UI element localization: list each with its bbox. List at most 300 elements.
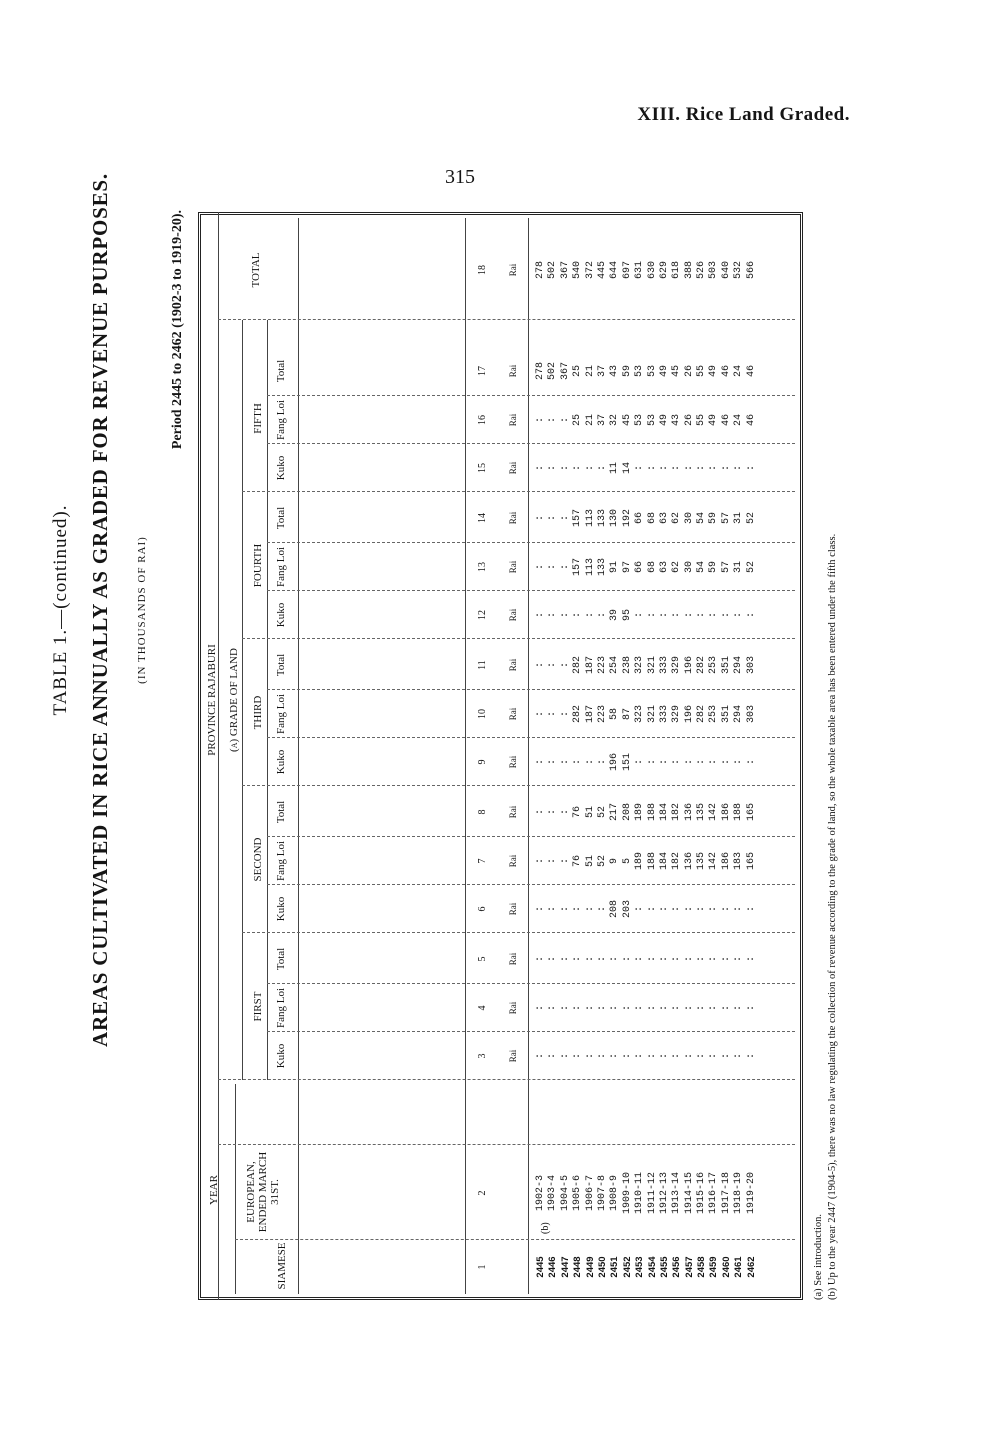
- table-cell: 142: [708, 803, 720, 822]
- table-cell: 51: [584, 855, 596, 868]
- table-cell: :: [720, 906, 732, 913]
- table-cell: :: [745, 906, 757, 913]
- table-cell: :: [658, 956, 670, 963]
- total-caption: TOTAL: [250, 252, 262, 288]
- table-cell: :: [584, 1005, 596, 1012]
- table-cell: :: [745, 759, 757, 766]
- footnote-mark-b: (b): [540, 1222, 551, 1234]
- table-cell: :: [733, 759, 745, 766]
- table-cell: 223: [596, 705, 608, 724]
- subcol-header: Fang Loi: [275, 840, 287, 882]
- table-cell: 697: [621, 261, 633, 280]
- table-cell: :: [671, 759, 683, 766]
- table-cell: :: [535, 1005, 546, 1012]
- table-cell: :: [683, 1005, 695, 1012]
- table-cell: 323: [634, 656, 646, 675]
- table-cell: :: [696, 956, 708, 963]
- table-cell: 59: [708, 512, 720, 525]
- table-cell: 136: [683, 852, 695, 871]
- table-cell: 133: [596, 509, 608, 528]
- table-cell: :: [559, 906, 571, 913]
- column-number: 3: [477, 1053, 488, 1059]
- table-cell: 2452: [621, 1256, 633, 1278]
- table-column: [535, 247, 758, 293]
- subcol-header: Kuko: [275, 1043, 287, 1069]
- table-cell: 1904-5: [559, 1175, 571, 1212]
- subcol-header: Fang Loi: [275, 399, 287, 441]
- table-cell: :: [559, 662, 571, 669]
- table-cell: 223: [596, 656, 608, 675]
- table-cell: 45: [671, 365, 683, 378]
- table-cell: 2459: [708, 1256, 720, 1278]
- grade-caption: (a) GRADE OF LAND: [228, 648, 240, 752]
- table-cell: :: [696, 612, 708, 619]
- table-cell: :: [547, 465, 559, 472]
- table-cell: :: [733, 612, 745, 619]
- table-cell: 2461: [733, 1256, 745, 1278]
- table-cell: 43: [609, 365, 621, 378]
- subcol-header: Kuko: [275, 749, 287, 775]
- table-cell: 52: [596, 855, 608, 868]
- table-cell: 87: [621, 708, 633, 721]
- table-cell: :: [683, 956, 695, 963]
- table-cell: 2455: [658, 1256, 670, 1278]
- table-cell: :: [720, 1005, 732, 1012]
- table-cell: :: [621, 1053, 633, 1060]
- table-cell: :: [621, 956, 633, 963]
- table-cell: 53: [646, 365, 658, 378]
- col-sep: [235, 1239, 795, 1240]
- table-cell: :: [547, 711, 559, 718]
- table-cell: 1902-3: [535, 1175, 546, 1212]
- table-cell: 1903-4: [547, 1175, 559, 1212]
- column-number: 5: [477, 956, 488, 962]
- table-cell: :: [584, 465, 596, 472]
- table-column: [535, 544, 758, 590]
- table-cell: 278: [535, 261, 546, 280]
- table-cell: 1910-11: [634, 1172, 646, 1215]
- table-column: [535, 1170, 758, 1216]
- table-cell: 208: [621, 803, 633, 822]
- table-cell: 14: [621, 462, 633, 475]
- table-cell: 188: [646, 852, 658, 871]
- table-cell: 57: [720, 512, 732, 525]
- table-cell: :: [671, 1005, 683, 1012]
- group-rule: [267, 320, 268, 1080]
- table-cell: :: [559, 564, 571, 571]
- unit-label: Rai: [508, 755, 518, 769]
- table-cell: :: [671, 612, 683, 619]
- table-cell: 2462: [745, 1256, 757, 1278]
- table-cell: 49: [708, 365, 720, 378]
- table-cell: :: [572, 956, 584, 963]
- table-cell: :: [572, 1005, 584, 1012]
- section-header: XIII. Rice Land Graded.: [637, 104, 850, 125]
- table-cell: 53: [634, 365, 646, 378]
- table-cell: 282: [572, 705, 584, 724]
- table-cell: 526: [696, 261, 708, 280]
- table-cell: :: [646, 956, 658, 963]
- table-cell: 333: [658, 705, 670, 724]
- table-column: [535, 1033, 758, 1079]
- european-label: EUROPEAN, ENDED MARCH 31ST.: [245, 1151, 281, 1233]
- table-cell: 217: [609, 803, 621, 822]
- table-cell: :: [559, 759, 571, 766]
- table-cell: :: [696, 1053, 708, 1060]
- table-cell: :: [683, 465, 695, 472]
- table-cell: 24: [733, 365, 745, 378]
- table-cell: :: [547, 1053, 559, 1060]
- table-cell: :: [745, 1053, 757, 1060]
- rotated-table-sheet: [30, 130, 900, 1330]
- table-cell: 1907-8: [596, 1175, 608, 1212]
- table-cell: :: [609, 1053, 621, 1060]
- column-number: 8: [477, 809, 488, 815]
- subcol-header: Total: [275, 947, 287, 971]
- table-cell: 1905-6: [572, 1175, 584, 1212]
- table-cell: 37: [596, 414, 608, 427]
- table-column: [535, 445, 758, 491]
- group-fifth: FIFTH: [252, 403, 264, 434]
- table-cell: 46: [720, 365, 732, 378]
- table-cell: 21: [584, 414, 596, 427]
- subcol-header: Kuko: [275, 455, 287, 481]
- province-name: PROVINCE RAJABURI: [206, 644, 218, 756]
- colnum-rule: [465, 218, 466, 1294]
- column-number: 9: [477, 759, 488, 765]
- table-cell: :: [547, 759, 559, 766]
- table-units: (IN THOUSANDS OF RAI): [136, 536, 148, 684]
- table-cell: :: [559, 465, 571, 472]
- subcol-header: Total: [275, 653, 287, 677]
- table-cell: 97: [621, 561, 633, 574]
- table-cell: :: [646, 906, 658, 913]
- table-cell: 187: [584, 656, 596, 675]
- table-column: [535, 936, 758, 982]
- table-cell: 1917-18: [720, 1172, 732, 1215]
- table-subtitle: AREAS CULTIVATED IN RICE ANNUALLY AS GRADED FOR REVENUE PURPOSES.: [88, 173, 112, 1047]
- table-cell: 45: [621, 414, 633, 427]
- table-cell: :: [671, 1053, 683, 1060]
- table-cell: 631: [634, 261, 646, 280]
- table-cell: 30: [683, 561, 695, 574]
- subcol-header: Fang Loi: [275, 693, 287, 735]
- table-cell: :: [634, 956, 646, 963]
- col-sep: [267, 983, 795, 984]
- table-cell: :: [683, 759, 695, 766]
- table-cell: :: [535, 564, 546, 571]
- table-cell: 329: [671, 656, 683, 675]
- table-column: [535, 739, 758, 785]
- table-cell: 253: [708, 656, 720, 675]
- table-column: [535, 838, 758, 884]
- table-cell: 321: [646, 656, 658, 675]
- table-cell: 1919-20: [745, 1172, 757, 1215]
- group-fourth: FOURTH: [252, 543, 264, 588]
- table-cell: 1906-7: [584, 1175, 596, 1212]
- table-cell: 136: [683, 803, 695, 822]
- footnote-a: (a) See introduction.: [813, 1213, 824, 1300]
- table-cell: :: [646, 1053, 658, 1060]
- table-cell: 566: [745, 261, 757, 280]
- table-cell: 5: [621, 858, 633, 865]
- table-cell: 196: [683, 656, 695, 675]
- table-cell: :: [559, 809, 571, 816]
- siamese-label: SIAMESE: [276, 1242, 288, 1290]
- column-number: 10: [477, 709, 488, 719]
- table-cell: 135: [696, 803, 708, 822]
- table-cell: 282: [572, 656, 584, 675]
- unit-label: Rai: [508, 461, 518, 475]
- table-cell: 59: [621, 365, 633, 378]
- table-cell: :: [683, 906, 695, 913]
- table-cell: 1915-16: [696, 1172, 708, 1215]
- table-cell: 630: [646, 261, 658, 280]
- table-cell: 238: [621, 656, 633, 675]
- table-cell: 189: [634, 803, 646, 822]
- table-cell: 49: [658, 414, 670, 427]
- table-cell: :: [572, 465, 584, 472]
- table-cell: 49: [658, 365, 670, 378]
- table-cell: :: [658, 465, 670, 472]
- table-cell: :: [696, 759, 708, 766]
- table-cell: :: [535, 612, 546, 619]
- table-cell: 388: [683, 261, 695, 280]
- col-sep: [267, 689, 795, 690]
- table-cell: :: [572, 759, 584, 766]
- table-cell: 59: [708, 561, 720, 574]
- subcol-header: Total: [275, 506, 287, 530]
- table-cell: 9: [609, 858, 621, 865]
- table-cell: 52: [596, 806, 608, 819]
- table-cell: 540: [572, 261, 584, 280]
- col-sep: [267, 443, 795, 444]
- table-cell: 49: [708, 414, 720, 427]
- table-cell: 184: [658, 852, 670, 871]
- table-cell: :: [584, 759, 596, 766]
- table-cell: 351: [720, 656, 732, 675]
- column-number: 17: [477, 366, 488, 376]
- table-cell: 351: [720, 705, 732, 724]
- table-cell: 2449: [584, 1256, 596, 1278]
- table-cell: :: [535, 858, 546, 865]
- table-cell: :: [683, 1053, 695, 1060]
- year-caption: YEAR: [208, 1175, 220, 1205]
- table-cell: :: [708, 465, 720, 472]
- subcol-header: Fang Loi: [275, 546, 287, 588]
- subcol-header: Total: [275, 359, 287, 383]
- table-column: [535, 691, 758, 737]
- table-cell: :: [596, 1005, 608, 1012]
- table-cell: :: [547, 417, 559, 424]
- table-cell: :: [547, 662, 559, 669]
- table-cell: 68: [646, 512, 658, 525]
- table-cell: :: [745, 1005, 757, 1012]
- table-cell: 303: [745, 705, 757, 724]
- table-cell: :: [634, 1053, 646, 1060]
- col-sep: [267, 1031, 795, 1032]
- table-cell: 165: [745, 852, 757, 871]
- table-cell: 26: [683, 414, 695, 427]
- table-cell: 188: [646, 803, 658, 822]
- table-cell: :: [547, 809, 559, 816]
- table-cell: :: [559, 417, 571, 424]
- table-cell: 26: [683, 365, 695, 378]
- table-cell: :: [646, 1005, 658, 1012]
- table-cell: 282: [696, 656, 708, 675]
- table-cell: :: [535, 906, 546, 913]
- table-cell: :: [708, 1053, 720, 1060]
- table-cell: 184: [658, 803, 670, 822]
- table-cell: 62: [671, 512, 683, 525]
- table-column: [535, 592, 758, 638]
- table-cell: 186: [720, 803, 732, 822]
- table-cell: 55: [696, 414, 708, 427]
- table-cell: 203: [621, 900, 633, 919]
- year-rule: [235, 1084, 236, 1294]
- table-cell: 644: [609, 261, 621, 280]
- unit-label: Rai: [508, 1049, 518, 1063]
- table-cell: :: [733, 906, 745, 913]
- table-cell: :: [658, 906, 670, 913]
- table-cell: 1914-15: [683, 1172, 695, 1215]
- table-cell: :: [559, 1005, 571, 1012]
- table-cell: 294: [733, 705, 745, 724]
- table-cell: :: [720, 759, 732, 766]
- subcol-header: Fang Loi: [275, 987, 287, 1029]
- column-number: 13: [477, 562, 488, 572]
- table-cell: 54: [696, 561, 708, 574]
- col-sep: [267, 836, 795, 837]
- table-cell: :: [696, 465, 708, 472]
- table-cell: 76: [572, 806, 584, 819]
- subcol-header: Kuko: [275, 602, 287, 628]
- table-cell: :: [745, 465, 757, 472]
- table-cell: 2454: [646, 1256, 658, 1278]
- table-cell: 188: [733, 803, 745, 822]
- table-cell: 76: [572, 855, 584, 868]
- table-cell: 25: [572, 365, 584, 378]
- table-cell: :: [584, 612, 596, 619]
- table-cell: 53: [646, 414, 658, 427]
- table-cell: 52: [745, 512, 757, 525]
- table-cell: :: [547, 564, 559, 571]
- col-sep: [218, 1144, 795, 1145]
- table-cell: 182: [671, 852, 683, 871]
- table-cell: :: [535, 711, 546, 718]
- table-cell: 2445: [535, 1256, 546, 1278]
- table-cell: 2448: [572, 1256, 584, 1278]
- table-cell: :: [683, 612, 695, 619]
- table-cell: :: [596, 612, 608, 619]
- column-number: 15: [477, 463, 488, 473]
- table-cell: 25: [572, 414, 584, 427]
- table-cell: 253: [708, 705, 720, 724]
- table-cell: 21: [584, 365, 596, 378]
- table-cell: :: [596, 759, 608, 766]
- table-cell: 333: [658, 656, 670, 675]
- table-cell: 63: [658, 512, 670, 525]
- table-cell: 502: [547, 362, 559, 381]
- table-cell: :: [547, 515, 559, 522]
- table-cell: 32: [609, 414, 621, 427]
- column-number: 16: [477, 415, 488, 425]
- col-sep: [242, 491, 795, 492]
- table-cell: :: [547, 858, 559, 865]
- table-cell: :: [708, 956, 720, 963]
- table-cell: :: [696, 906, 708, 913]
- col-sep: [267, 884, 795, 885]
- table-cell: 58: [609, 708, 621, 721]
- table-cell: :: [671, 956, 683, 963]
- table-cell: 53: [634, 414, 646, 427]
- table-cell: :: [720, 465, 732, 472]
- table-cell: 321: [646, 705, 658, 724]
- table-cell: :: [584, 1053, 596, 1060]
- table-cell: 1913-14: [671, 1172, 683, 1215]
- subcol-header: Total: [275, 800, 287, 824]
- table-cell: 208: [609, 900, 621, 919]
- subcol-header: Kuko: [275, 896, 287, 922]
- table-cell: 254: [609, 656, 621, 675]
- col-sep: [218, 1079, 795, 1080]
- table-cell: :: [559, 515, 571, 522]
- unit-label: Rai: [508, 263, 518, 277]
- table-cell: :: [547, 1005, 559, 1012]
- table-cell: 130: [609, 509, 621, 528]
- unit-label: Rai: [508, 608, 518, 622]
- table-cell: :: [596, 956, 608, 963]
- table-cell: :: [559, 711, 571, 718]
- table-cell: 2456: [671, 1256, 683, 1278]
- group-second: SECOND: [252, 837, 264, 882]
- group-third: THIRD: [252, 695, 264, 730]
- table-cell: :: [720, 1053, 732, 1060]
- table-cell: :: [609, 956, 621, 963]
- table-cell: 51: [584, 806, 596, 819]
- table-cell: :: [634, 1005, 646, 1012]
- table-cell: 372: [584, 261, 596, 280]
- table-cell: 57: [720, 561, 732, 574]
- table-column: [535, 642, 758, 688]
- footnote-b: (b) Up to the year 2447 (1904-5), there was no law regulating the collection of revenue according to the grade of land, so the whole taxable area has been entered under the fifth class.: [827, 533, 838, 1300]
- table-cell: :: [720, 612, 732, 619]
- table-cell: :: [646, 759, 658, 766]
- table-column: [535, 397, 758, 443]
- column-number: 1: [477, 1264, 488, 1270]
- table-cell: 367: [559, 261, 571, 280]
- table-cell: 133: [596, 558, 608, 577]
- table-cell: :: [535, 1053, 546, 1060]
- table-cell: 63: [658, 561, 670, 574]
- col-sep: [267, 737, 795, 738]
- table-cell: :: [559, 1053, 571, 1060]
- table-cell: :: [535, 809, 546, 816]
- grade-rule: [242, 320, 243, 1080]
- table-cell: 24: [733, 414, 745, 427]
- table-cell: 183: [733, 852, 745, 871]
- table-cell: :: [634, 612, 646, 619]
- table-cell: :: [621, 1005, 633, 1012]
- table-cell: :: [658, 1053, 670, 1060]
- table-cell: :: [535, 417, 546, 424]
- col-sep: [242, 785, 795, 786]
- table-column: [535, 886, 758, 932]
- unit-label: Rai: [508, 707, 518, 721]
- table-cell: 95: [621, 609, 633, 622]
- subcol-rule: [298, 218, 299, 1294]
- table-cell: 2450: [596, 1256, 608, 1278]
